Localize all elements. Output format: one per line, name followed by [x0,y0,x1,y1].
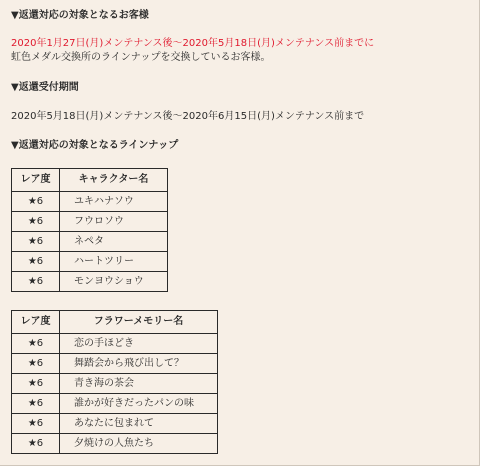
rarity-cell: ★6 [12,374,60,394]
table-row [12,272,168,292]
target-customers-heading: ▼返還対応の対象となるお客様 [11,10,149,21]
flower-memory-table [11,310,218,454]
target-period-text: 2020年1月27日(月)メンテナンス後～2020年5月18日(月)メンテナンス前までに [11,38,375,49]
memory-name-cell: 青き海の茶会 [60,374,218,394]
target-description: 虹色メダル交換所のラインナップを交換しているお客様。 [11,52,271,63]
rarity-cell: ★6 [12,232,60,252]
rarity-cell: ★6 [12,434,60,454]
character-name-cell: モンヨウショウ [60,272,168,292]
table-row [12,374,218,394]
table-row [12,354,218,374]
character-name-cell: ハートツリー [60,252,168,272]
memory-name-cell: 夕焼けの人魚たち [60,434,218,454]
character-name-column-header: キャラクター名 [60,169,168,192]
table-row [12,252,168,272]
table-row [12,212,168,232]
table-row [12,334,218,354]
table-header-row [12,311,218,334]
rarity-cell: ★6 [12,212,60,232]
memory-name-column-header: フラワーメモリー名 [60,311,218,334]
rarity-cell: ★6 [12,272,60,292]
lineup-heading: ▼返還対応の対象となるラインナップ [11,140,179,151]
table-row [12,394,218,414]
rarity-cell: ★6 [12,354,60,374]
table-row [12,414,218,434]
character-name-cell: ユキハナソウ [60,192,168,212]
rarity-column-header: レア度 [12,169,60,192]
rarity-cell: ★6 [12,394,60,414]
rarity-column-header: レア度 [12,311,60,334]
memory-name-cell: 恋の手ほどき [60,334,218,354]
rarity-cell: ★6 [12,414,60,434]
table-row [12,192,168,212]
refund-period-heading: ▼返還受付期間 [11,82,79,93]
memory-name-cell: 誰かが好きだったパンの味 [60,394,218,414]
character-name-cell: ネペタ [60,232,168,252]
memory-name-cell: あなたに包まれて [60,414,218,434]
character-name-cell: フウロソウ [60,212,168,232]
table-row [12,434,218,454]
rarity-cell: ★6 [12,192,60,212]
character-table [11,168,168,292]
table-row [12,232,168,252]
table-header-row [12,169,168,192]
rarity-cell: ★6 [12,334,60,354]
refund-period-text: 2020年5月18日(月)メンテナンス後～2020年6月15日(月)メンテナンス前まで [11,111,365,122]
rarity-cell: ★6 [12,252,60,272]
memory-name-cell: 舞踏会から飛び出して？ [60,354,218,374]
